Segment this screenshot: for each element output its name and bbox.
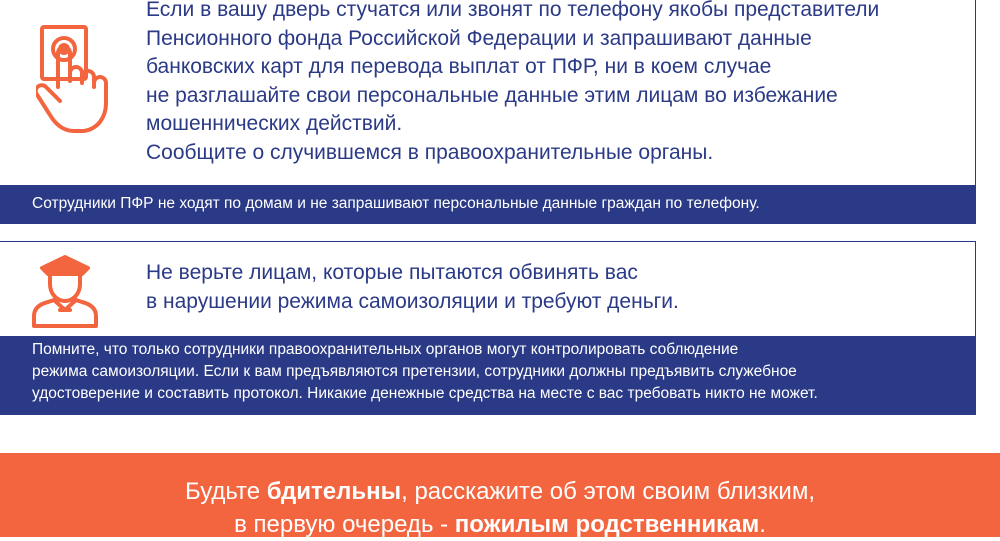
text-line: Не верьте лицам, которые пытаются обвинять вас: [146, 261, 638, 284]
text-line: не разглашайте свои персональные данные этим лицам во избежание: [146, 83, 838, 107]
text-line: банковских карт для перевода выплат от ПФР, ни в коем случае: [146, 55, 772, 79]
text-line: мошеннических действий.: [146, 112, 403, 136]
police-officer-icon: [30, 254, 100, 328]
pfr-warning-card: [0, 0, 976, 224]
text-line: Сообщите о случившемся в правоохранительные органы.: [146, 140, 714, 164]
band-line: удостоверение и составить протокол. Никакие денежные средства на месте с вас требовать никто не может.: [32, 385, 818, 402]
self-isolation-info-text: [32, 339, 818, 405]
self-isolation-warning-body: [0, 242, 975, 334]
band-line: Сотрудники ПФР не ходят по домам и не запрашивают персональные данные граждан по телефону.: [32, 195, 760, 212]
self-isolation-warning-card: [0, 241, 976, 415]
footer-text: Будьте: [185, 478, 267, 505]
self-isolation-warning-text: [146, 259, 679, 316]
pfr-warning-text: [146, 0, 879, 168]
text-line: в нарушении режима самоизоляции и требуют деньги.: [146, 289, 679, 313]
pfr-info-text: [32, 194, 760, 214]
text-line: Пенсионного фонда Российской Федерации и запрашивают данные: [146, 26, 812, 50]
touch-finger-icon: [36, 23, 112, 135]
pfr-info-band: [0, 185, 975, 223]
footer-text: , расскажите об этом своим близким,: [401, 478, 815, 505]
text-line: Если в вашу дверь стучатся или звонят по телефону якобы представители: [146, 0, 880, 21]
footer-line-2: [0, 508, 1000, 541]
footer-line-1: [0, 453, 1000, 508]
band-line: Помните, что только сотрудники правоохранительных органов могут контролировать соблюдение: [32, 341, 739, 358]
footer-text: в первую очередь -: [234, 511, 455, 538]
self-isolation-info-band: [0, 336, 975, 414]
footer-emphasis: пожилым родственникам: [454, 511, 760, 538]
pfr-warning-body: [0, 0, 975, 185]
band-line: режима самоизоляции. Если к вам предъявляются претензии, сотрудники должны предъявить служебное: [32, 363, 797, 380]
footer-text: .: [759, 511, 766, 538]
footer-emphasis: бдительны: [266, 478, 402, 505]
vigilance-footer: [0, 453, 1000, 537]
